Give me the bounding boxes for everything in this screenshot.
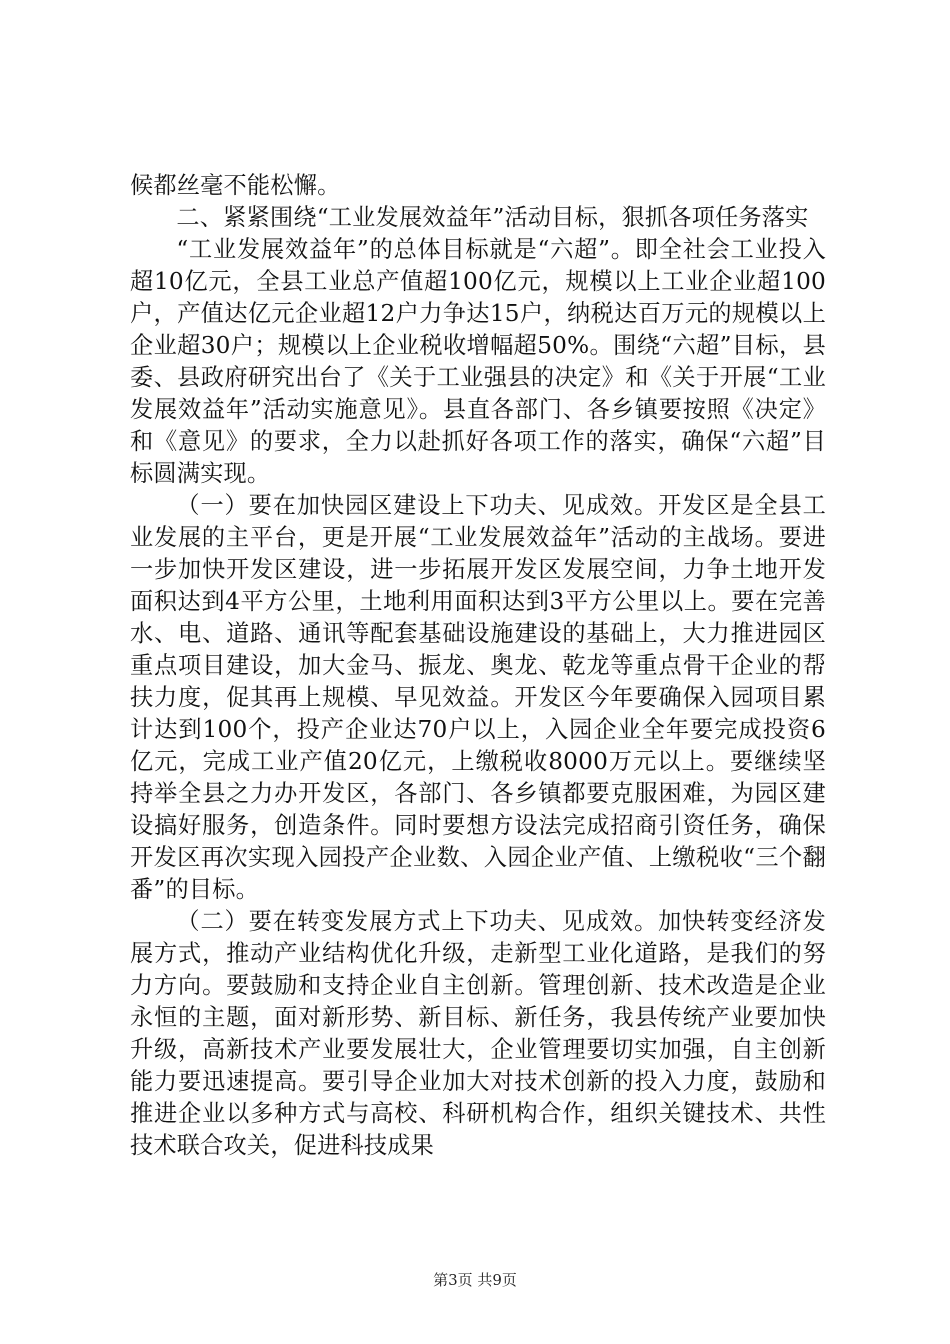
- paragraph-continuation: 候都丝毫不能松懈。: [130, 172, 341, 199]
- paragraph-development-mode: （二）要在转变发展方式上下功夫、见成效。加快转变经济发展方式，推动产业结构优化升级，走新型工业化道路，是我们的努力方向。要鼓励和支持企业自主创新。管理创新、技术改造是企业永恒的主题，面对新形势、新目标、新任务，我县传统产业要加快升级，高新技术产业要发展壮大，企业管理要切实加强，自主创新能力要迅速提高。要引导企业加大对技术创新的投入力度，鼓励和推进企业以多种方式与高校、科研机构合作，组织关键技术、共性技术联合攻关，促进科技成果: [130, 908, 826, 1159]
- paragraph-overall-goal: “工业发展效益年”的总体目标就是“六超”。即全社会工业投入超10亿元，全县工业总产值超100亿元，规模以上工业企业超100户，产值达亿元企业超12户力争达15户，纳税达百万元的规模以上企业超30户；规模以上企业税收增幅超50%。围绕“六超”目标，县委、县政府研究出台了《关于工业强县的决定》和《关于开展“工业发展效益年”活动实施意见》。县直各部门、各乡镇要按照《决定》和《意见》的要求，全力以赴抓好各项工作的落实，确保“六超”目标圆满实现。: [130, 236, 826, 487]
- section-heading-two: 二、紧紧围绕“工业发展效益年”活动目标，狠抓各项任务落实: [176, 204, 809, 231]
- paragraph-park-construction: （一）要在加快园区建设上下功夫、见成效。开发区是全县工业发展的主平台，更是开展“工业发展效益年”活动的主战场。要进一步加快开发区建设，进一步拓展开发区发展空间，力争土地开发面积达到4平方公里，土地利用面积达到3平方公里以上。要在完善水、电、道路、通讯等配套基础设施建设的基础上，大力推进园区重点项目建设，加大金马、振龙、奥龙、乾龙等重点骨干企业的帮扶力度，促其再上规模、早见效益。开发区今年要确保入园项目累计达到100个，投产企业达70户以上，入园企业全年要完成投资6亿元，完成工业产值20亿元，上缴税收8000万元以上。要继续坚持举全县之力办开发区，各部门、各乡镇都要克服困难，为园区建设搞好服务，创造条件。同时要想方设法完成招商引资任务，确保开发区再次实现入园投产企业数、入园企业产值、上缴税收“三个翻番”的目标。: [130, 492, 826, 903]
- page-number-footer: 第3页 共9页: [433, 1271, 517, 1289]
- document-body: [130, 170, 826, 1162]
